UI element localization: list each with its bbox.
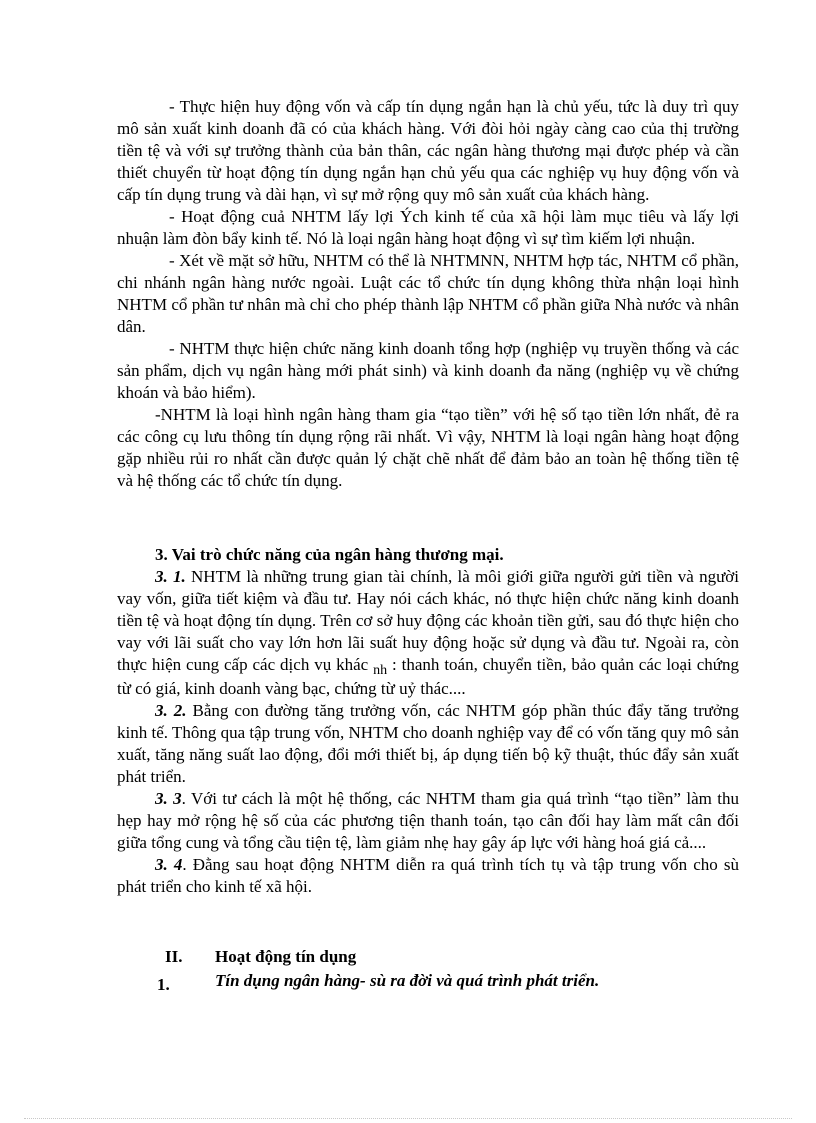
paragraph-business-function: - NHTM thực hiện chức năng kinh doanh tổng hợp (nghiệp vụ truyền thống và các sản phẩm, dịch vụ ngân hàng mới phát sinh) và kinh doanh đa năng (nghiệp vụ về chứng khoán và bảo hiểm). [117, 339, 739, 402]
role-item-2 [117, 700, 739, 788]
role-item-4-number: 3. 4 [155, 855, 183, 874]
role-item-3-text: . Với tư cách là một hệ thống, các NHTM tham gia quá trình “tạo tiền” làm thu hẹp hay mở rộng hệ số của các phương tiện thanh toán, tạo cân đối hay làm mất cân đối giữa tổng cung và tổng cầu tiện tệ, làm giảm nhẹ hay gây áp lực với hàng hoá giá cả.... [117, 789, 740, 852]
paragraph-money-creation: -NHTM là loại hình ngân hàng tham gia “tạo tiền” với hệ số tạo tiền lớn nhất, đẻ ra các công cụ lưu thông tín dụng rộng rãi nhất. Vì vậy, NHTM là loại ngân hàng hoạt động gặp nhiều rủi ro nhất cần được quản lý chặt chẽ nhất để đảm bảo an toàn hệ thống tiền tệ và hệ thống các tổ chức tín dụng. [117, 405, 739, 490]
intro-paragraphs [117, 96, 739, 492]
role-item-2-text: Bằng con đường tăng trưởng vốn, các NHTM góp phần thúc đẩy tăng trưởng kinh tế. Thông qua tập trung vốn, NHTM cho doanh nghiệp vay để có vốn tăng quy mô sản xuất, tăng năng suất lao động, đổi mới thiết bị, áp dụng tiến bộ kỹ thuật, thúc đẩy sản xuất phát triển. [117, 701, 739, 786]
paragraph-profit-goal: - Hoạt động cuả NHTM lấy lợi Ých kinh tế của xã hội làm mục tiêu và lấy lợi nhuận làm đòn bẩy kinh tế. Nó là loại ngân hàng hoạt động vì sự tìm kiếm lợi nhuận. [117, 207, 739, 248]
role-item-1-text: NHTM là những trung gian tài chính, là môi giới giữa người gửi tiền và người vay vốn, giữa tiết kiệm và đầu tư. Hay nói cách khác, nó thực hiện chức năng kinh doanh tiền tệ và hoạt động tín dụng. Trên cơ sở huy động các khoản tiền gửi, sau đó thực hiện cho vay với lãi suất cho vay lớn hơn lãi suất huy động hoặc sử dụng và đầu tư. Ngoài ra, còn thực hiện cung cấp các dịch vụ khác [117, 567, 739, 674]
role-item-2-number: 3. 2. [155, 701, 187, 720]
paragraph-ownership: - Xét về mặt sở hữu, NHTM có thể là NHTMNN, NHTM hợp tác, NHTM cổ phần, chi nhánh ngân hàng nước ngoài. Luật các tổ chức tín dụng không thừa nhận loại hình NHTM cổ phần tư nhân mà chỉ cho phép thành lập NHTM cổ phần giữa Nhà nước và nhân dân. [117, 251, 739, 336]
role-item-3 [117, 788, 739, 854]
role-item-4 [117, 854, 739, 898]
section-II-title: Hoạt động tín dụng [215, 947, 357, 966]
subsection-1-title: Tín dụng ngân hàng- sù ra đời và quá trình phát triển. [215, 971, 600, 990]
role-item-3-number: 3. 3 [155, 789, 182, 808]
role-item-1-text-end: : thanh toán, chuyển tiền, bảo quản các loại chứng từ có giá, kinh doanh vàng bạc, chứng từ uỷ thác.... [117, 655, 739, 698]
section-3-heading: 3. Vai trò chức năng của ngân hàng thương mại. [155, 545, 504, 564]
role-item-1 [117, 566, 739, 700]
role-item-1-number: 3. 1. [155, 567, 186, 586]
section-3-roles [117, 544, 739, 898]
page-bottom-divider [24, 1118, 792, 1119]
subsection-1-number: 1. [157, 975, 170, 994]
paragraph-short-term-credit: - Thực hiện huy động vốn và cấp tín dụng ngắn hạn là chủ yếu, tức là duy trì quy mô sản xuất kinh doanh đã có của khách hàng. Với đòi hỏi ngày càng cao của thị trường tiền tệ và với sự trưởng thành của bản thân, các ngân hàng thương mại được phép và cần thiết chuyển từ hoạt động tín dụng ngắn hạn chủ yếu qua các nghiệp vụ huy động vốn và cấp tín dụng trung và dài hạn, vì sự mở rộng quy mô sản xuất của khách hàng. [117, 97, 739, 204]
role-item-4-text: . Đằng sau hoạt động NHTM diễn ra quá trình tích tụ và tập trung vốn cho sù phát triển cho kinh tế xã hội. [117, 855, 740, 896]
section-II-numeral: II. [165, 947, 183, 966]
role-item-1-subscript: nh [373, 663, 388, 678]
